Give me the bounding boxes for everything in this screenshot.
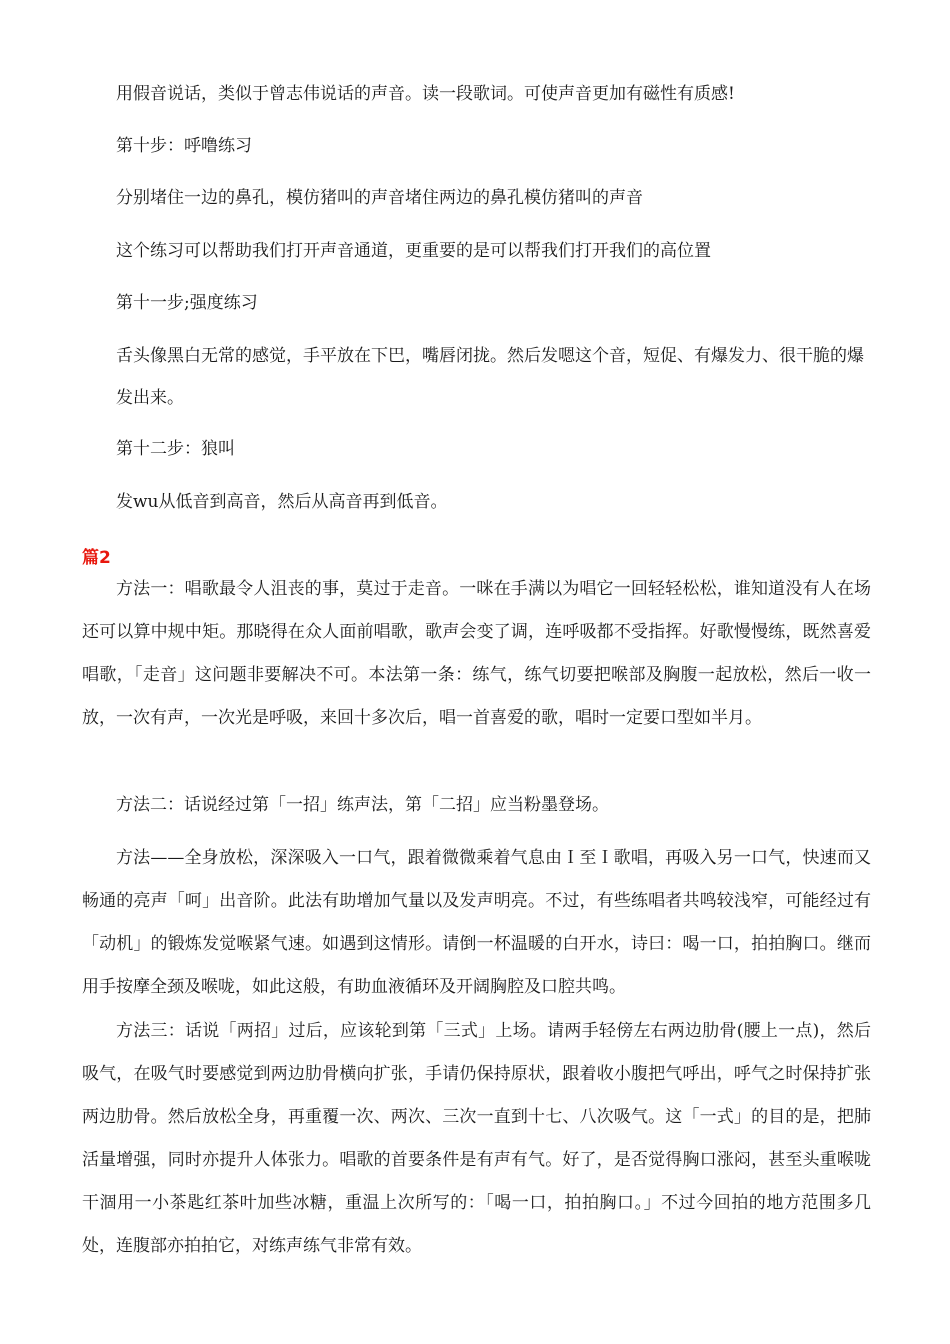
paragraph-step-12-method: 发wu从低音到高音，然后从高音再到低音。 bbox=[116, 492, 448, 512]
paragraph-method-2-intro: 方法二：话说经过第「一招」练声法，第「二招」应当粉墨登场。 bbox=[116, 795, 609, 815]
paragraph-step-10-method: 分别堵住一边的鼻孔，模仿猪叫的声音堵住两边的鼻孔模仿猪叫的声音 bbox=[116, 188, 643, 208]
section-heading-part-2: 篇2 bbox=[82, 548, 111, 568]
paragraph-step-10-benefit: 这个练习可以帮助我们打开声音通道，更重要的是可以帮我们打开我们的高位置 bbox=[116, 241, 711, 261]
step-12-title: 第十二步：狼叫 bbox=[116, 439, 235, 459]
paragraph-falsetto: 用假音说话，类似于曾志伟说话的声音。读一段歌词。可使声音更加有磁性有质感! bbox=[116, 84, 735, 104]
paragraph-method-3: 方法三：话说「两招」过后，应该轮到第「三式」上场。请两手轻傍左右两边肋骨(腰上一点)，然后吸气，在吸气时要感觉到两边肋骨横向扩张，手请仍保持原状，跟着收小腹把气呼出，呼气之时保持扩张两边肋骨。然后放松全身，再重覆一次、两次、三次一直到十七、八次吸气。这「一式」的目的是，把肺活量增强，同时亦提升人体张力。唱歌的首要条件是有声有气。好了，是否觉得胸口涨闷，甚至头重喉咙干涸用一小茶匙红茶叶加些冰糖，重温上次所写的：「喝一口，拍拍胸口。」不过今回拍的地方范围多几处，连腹部亦拍拍它，对练声练气非常有效。 bbox=[82, 1021, 871, 1256]
paragraph-method-2-body: 方法——全身放松，深深吸入一口气，跟着微微乘着气息由Ｉ至Ｉ歌唱，再吸入另一口气，快速而又畅通的亮声「呵」出音阶。此法有助增加气量以及发声明亮。不过，有些练唱者共鸣较浅窄，可能经过有「动机」的锻炼发觉喉紧气速。如遇到这情形。请倒一杯温暖的白开水，诗曰：喝一口，拍拍胸口。继而用手按摩全颈及喉咙，如此这般，有助血液循环及开阔胸腔及口腔共鸣。 bbox=[82, 848, 871, 997]
paragraph-step-11-method: 舌头像黑白无常的感觉，手平放在下巴，嘴唇闭拢。然后发嗯这个音，短促、有爆发力、很干脆的爆发出来。 bbox=[116, 346, 864, 408]
step-10-title: 第十步：呼噜练习 bbox=[116, 136, 252, 156]
paragraph-method-1: 方法一：唱歌最令人沮丧的事，莫过于走音。一咪在手满以为唱它一回轻轻松松，谁知道没有人在场还可以算中规中矩。那晓得在众人面前唱歌，歌声会变了调，连呼吸都不受指挥。好歌慢慢练，既然喜爱唱歌，「走音」这问题非要解决不可。本法第一条：练气，练气切要把喉部及胸腹一起放松，然后一收一放，一次有声，一次光是呼吸，来回十多次后，唱一首喜爱的歌，唱时一定要口型如半月。 bbox=[82, 579, 871, 728]
step-11-title: 第十一步;强度练习 bbox=[116, 293, 258, 313]
